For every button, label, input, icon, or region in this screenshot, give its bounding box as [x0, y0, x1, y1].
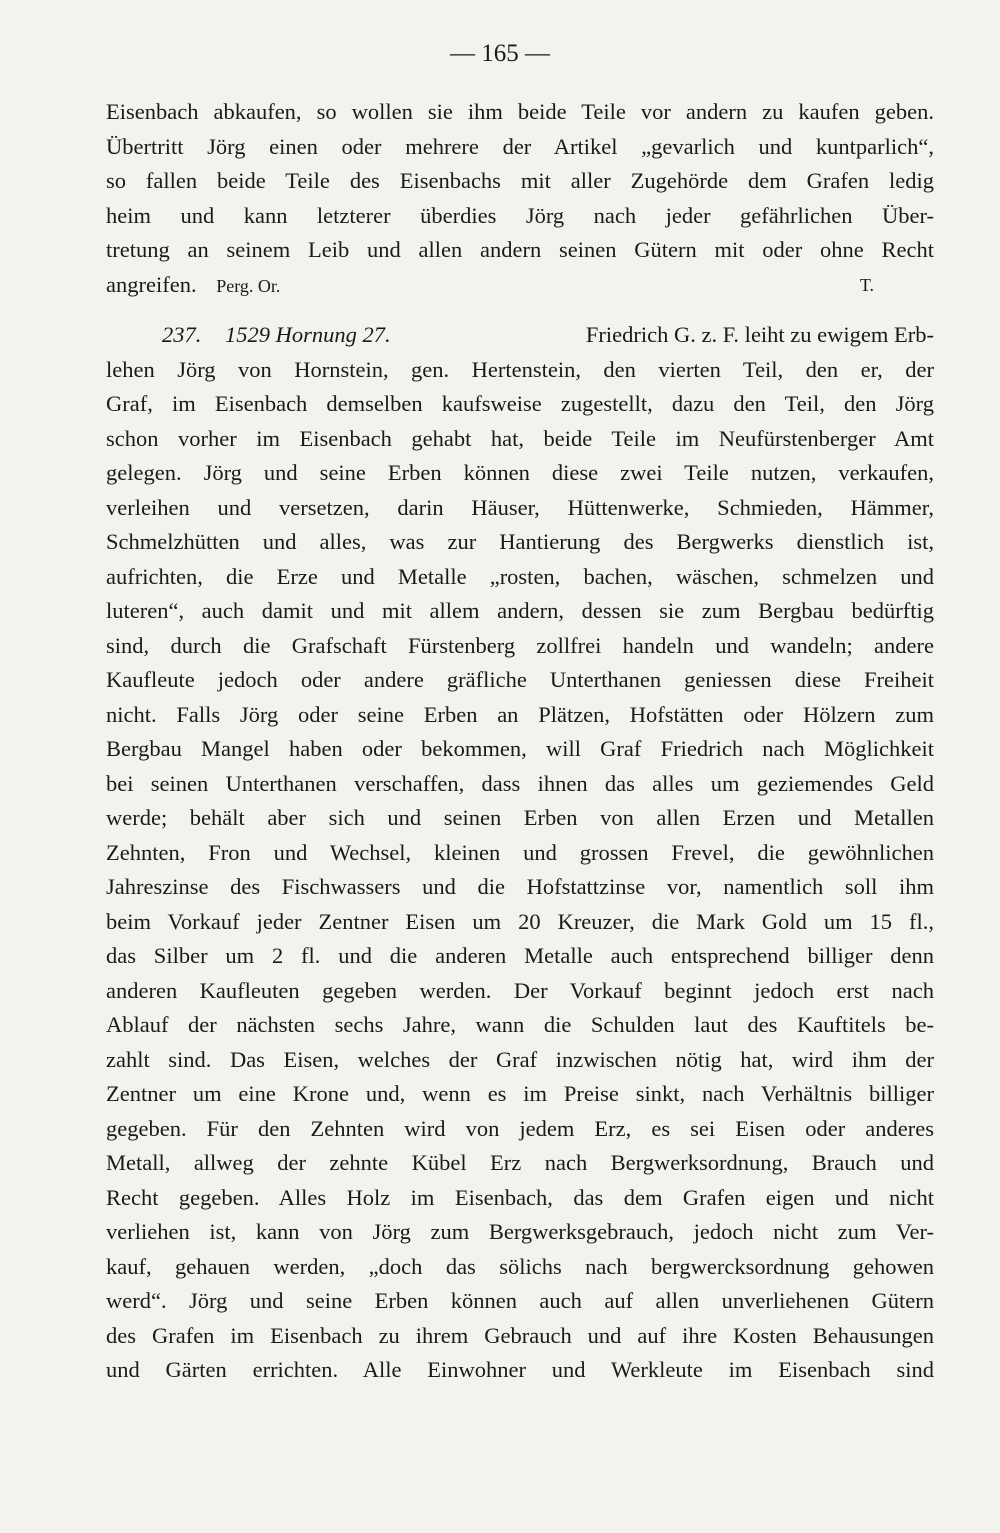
text-line: so fallen beide Teile des Eisenbachs mit aller Zugehörde dem Grafen ledig — [106, 168, 934, 193]
text-line: Zentner um eine Krone und, wenn es im Preise sinkt, nach Verhältnis billiger — [106, 1081, 934, 1106]
text-line: schon vorher im Eisenbach gehabt hat, beide Teile im Neufürstenberger Amt — [106, 425, 934, 451]
text-line: des Grafen im Eisenbach zu ihrem Gebrauch und auf ihre Kosten Behausungen — [106, 1322, 934, 1348]
text-line: verliehen ist, kann von Jörg zum Bergwerksgebrauch, jedoch nicht zum Ver- — [106, 1219, 934, 1244]
text-line: sind, durch die Grafschaft Fürstenberg zollfrei handeln und wandeln; andere — [106, 632, 934, 658]
entry-number: 237. — [162, 322, 202, 347]
text-line: Recht gegeben. Alles Holz im Eisenbach, das dem Grafen eigen und nicht — [106, 1184, 934, 1210]
text-line: gelegen. Jörg und seine Erben können diese zwei Teile nutzen, verkaufen, — [106, 460, 934, 485]
source-note: Perg. Or. — [216, 275, 281, 296]
page-number: — 165 — — [450, 40, 550, 67]
last-line-text: angreifen. — [106, 271, 197, 297]
text-line: kauf, gehauen werden, „doch das sölichs nach bergwercksordnung gehowen — [106, 1253, 934, 1279]
text-line: anderen Kaufleuten gegeben werden. Der Vorkauf beginnt jedoch erst nach — [106, 977, 934, 1003]
text-line: Ablauf der nächsten sechs Jahre, wann die Schulden laut des Kauftitels be- — [106, 1012, 934, 1037]
text-line: Übertritt Jörg einen oder mehrere der Artikel „gevarlich und kuntparlich“, — [106, 133, 934, 159]
text-line: nicht. Falls Jörg oder seine Erben an Plätzen, Hofstätten oder Hölzern zum — [106, 701, 934, 727]
text-line: tretung an seinem Leib und allen andern seinen Gütern mit oder ohne Recht — [106, 237, 934, 262]
text-line: werd“. Jörg und seine Erben können auch auf allen unverliehenen Gütern — [106, 1288, 934, 1313]
text-line: aufrichten, die Erze und Metalle „rosten, bachen, wäschen, schmelzen und — [106, 563, 934, 589]
entry-gap — [106, 302, 934, 318]
text-line: zahlt sind. Das Eisen, welches der Graf inzwischen nötig hat, wird ihm der — [106, 1046, 934, 1072]
text-line: und Gärten errichten. Alle Einwohner und Werkleute im Eisenbach sind — [106, 1357, 934, 1382]
entry-date: 1529 Hornung 27. — [225, 322, 391, 347]
text-line: Bergbau Mangel haben oder bekommen, will Graf Friedrich nach Möglichkeit — [106, 736, 934, 761]
text-line: Zehnten, Fron und Wechsel, kleinen und grossen Frevel, die gewöhnlichen — [106, 839, 934, 865]
text-line: Schmelzhütten und alles, was zur Hantierung des Bergwerks dienstlich ist, — [106, 529, 934, 554]
text-line: Eisenbach abkaufen, so wollen sie ihm beide Teile vor andern zu kaufen geben. — [106, 99, 934, 124]
text-line: Kaufleute jedoch oder andere gräfliche Unterthanen geniessen diese Freiheit — [106, 667, 934, 692]
text-line: beim Vorkauf jeder Zentner Eisen um 20 Kreuzer, die Mark Gold um 15 fl., — [106, 908, 934, 934]
text-line: lehen Jörg von Hornstein, gen. Hertenstein, den vierten Teil, den er, der — [106, 356, 934, 382]
entry-first-line: Friedrich G. z. F. leiht zu ewigem Erb- — [585, 322, 934, 347]
text-line: gegeben. Für den Zehnten wird von jedem Erz, es sei Eisen oder anderes — [106, 1115, 934, 1141]
text-line: Graf, im Eisenbach demselben kaufsweise zugestellt, dazu den Teil, den Jörg — [106, 391, 934, 416]
text-line: luteren“, auch damit und mit allem andern, dessen sie zum Bergbau bedürftig — [106, 598, 934, 623]
text-line: Metall, allweg der zehnte Kübel Erz nach Bergwerksordnung, Brauch und — [106, 1150, 934, 1175]
text-line: das Silber um 2 fl. und die anderen Metalle auch entsprechend billiger denn — [106, 943, 934, 968]
text-line: verleihen und versetzen, darin Häuser, Hüttenwerke, Schmieden, Hämmer, — [106, 494, 934, 520]
editor-sign: T. — [859, 274, 874, 295]
text-line: werde; behält aber sich und seinen Erben von allen Erzen und Metallen — [106, 805, 934, 830]
text-line: bei seinen Unterthanen verschaffen, dass ihnen das alles um geziemendes Geld — [106, 770, 934, 796]
entry-heading-line — [106, 318, 934, 353]
text-line: Jahreszinse des Fischwassers und die Hofstattzinse vor, namentlich soll ihm — [106, 874, 934, 899]
text-line: heim und kann letzterer überdies Jörg nach jeder gefährlichen Über- — [106, 202, 934, 228]
text-body — [106, 95, 934, 1388]
text-line-last — [106, 268, 934, 303]
